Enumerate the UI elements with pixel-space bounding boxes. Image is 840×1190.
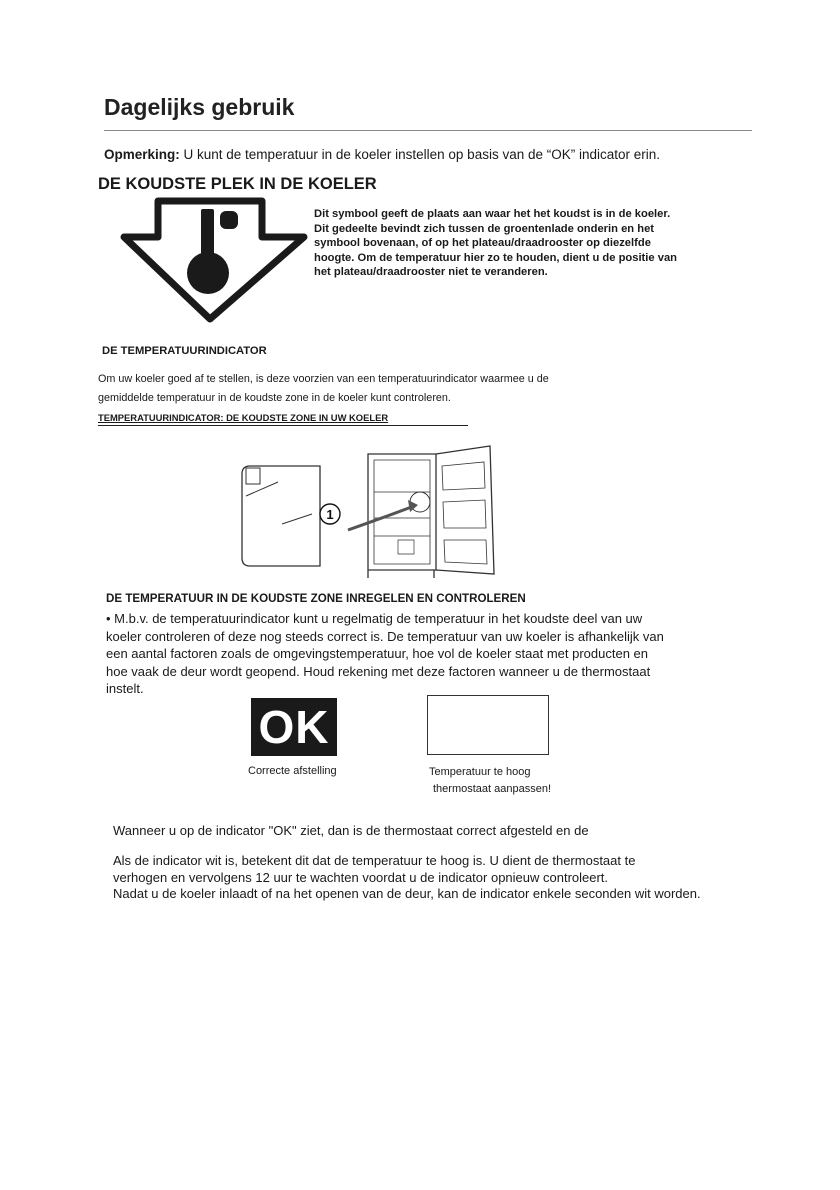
text-line: Nadat u de koeler inlaadt of na het openen van de deur, kan de indicator enkele seconden wit worden.	[113, 886, 701, 901]
title-divider	[104, 130, 752, 131]
indicator-title: DE TEMPERATUURINDICATOR	[102, 345, 267, 357]
regulate-description	[106, 610, 726, 698]
note-text: U kunt de temperatuur in de koeler instellen op basis van de “OK” indicator erin.	[179, 147, 661, 162]
coldest-zone-symbol-icon	[120, 195, 310, 325]
text-line: symbool bovenaan, of op het plateau/draadrooster op diezelfde	[314, 237, 651, 250]
white-indicator-caption-line1: Temperatuur te hoog	[429, 766, 531, 778]
closing-line: Wanneer u op de indicator "OK" ziet, dan is de thermostaat correct afgesteld en de	[113, 823, 589, 838]
text-line: Om uw koeler goed af te stellen, is deze voorzien van een temperatuurindicator waarmee u de	[98, 373, 549, 385]
text-line: • M.b.v. de temperatuurindicator kunt u regelmatig de temperatuur in het koudste deel van uw	[106, 611, 643, 626]
coldest-spot-title: DE KOUDSTE PLEK IN DE KOELER	[98, 175, 377, 193]
text-line: instelt.	[106, 681, 144, 696]
text-line: koeler controleren of deze nog steeds correct is. De temperatuur van uw koeler is afhankelijk van	[106, 628, 664, 644]
regulate-title: DE TEMPERATUUR IN DE KOUDSTE ZONE INREGELEN EN CONTROLEREN	[106, 592, 526, 605]
text-line: verhogen en vervolgens 12 uur te wachten voordat u de indicator opnieuw controleert.	[113, 869, 609, 885]
text-line: Als de indicator wit is, betekent dit dat de temperatuur te hoog is. U dient de thermostaat te	[113, 853, 636, 868]
subtitle-underline	[98, 425, 468, 426]
text-line: een aantal factoren zoals de omgevingstemperatuur, hoe vol de koeler staat met producten en	[106, 646, 649, 661]
fridge-illustration	[238, 444, 500, 580]
indicator-subtitle: TEMPERATUURINDICATOR: DE KOUDSTE ZONE IN UW KOELER	[98, 412, 389, 423]
text-line: hoe vaak de deur wordt geopend. Houd rekening met deze factoren wanneer u de thermostaat	[106, 663, 651, 679]
indicator-description	[98, 370, 718, 408]
text-line: Dit symbool geeft de plaats aan waar het het koudst is in de koeler.	[314, 208, 671, 220]
ok-indicator-symbol: OK	[251, 698, 337, 756]
page-title: Dagelijks gebruik	[104, 94, 295, 120]
text-line: hoogte. Om de temperatuur hier zo te houden, dient u de positie van	[314, 251, 678, 264]
coldest-spot-description	[314, 207, 714, 280]
white-indicator-symbol	[427, 695, 549, 755]
text-line: gemiddelde temperatuur in de koudste zone in de koeler kunt controleren.	[98, 392, 451, 404]
note-label: Opmerking:	[104, 147, 180, 162]
ok-indicator-caption: Correcte afstelling	[248, 765, 337, 777]
white-indicator-caption-line2: thermostaat aanpassen!	[433, 783, 552, 795]
text-line: Dit gedeelte bevindt zich tussen de groentenlade onderin en het	[314, 222, 655, 235]
note-paragraph	[104, 147, 660, 162]
closing-paragraph	[113, 853, 773, 903]
callout-number: 1	[326, 507, 334, 522]
text-line: het plateau/draadrooster niet te veranderen.	[314, 266, 548, 279]
